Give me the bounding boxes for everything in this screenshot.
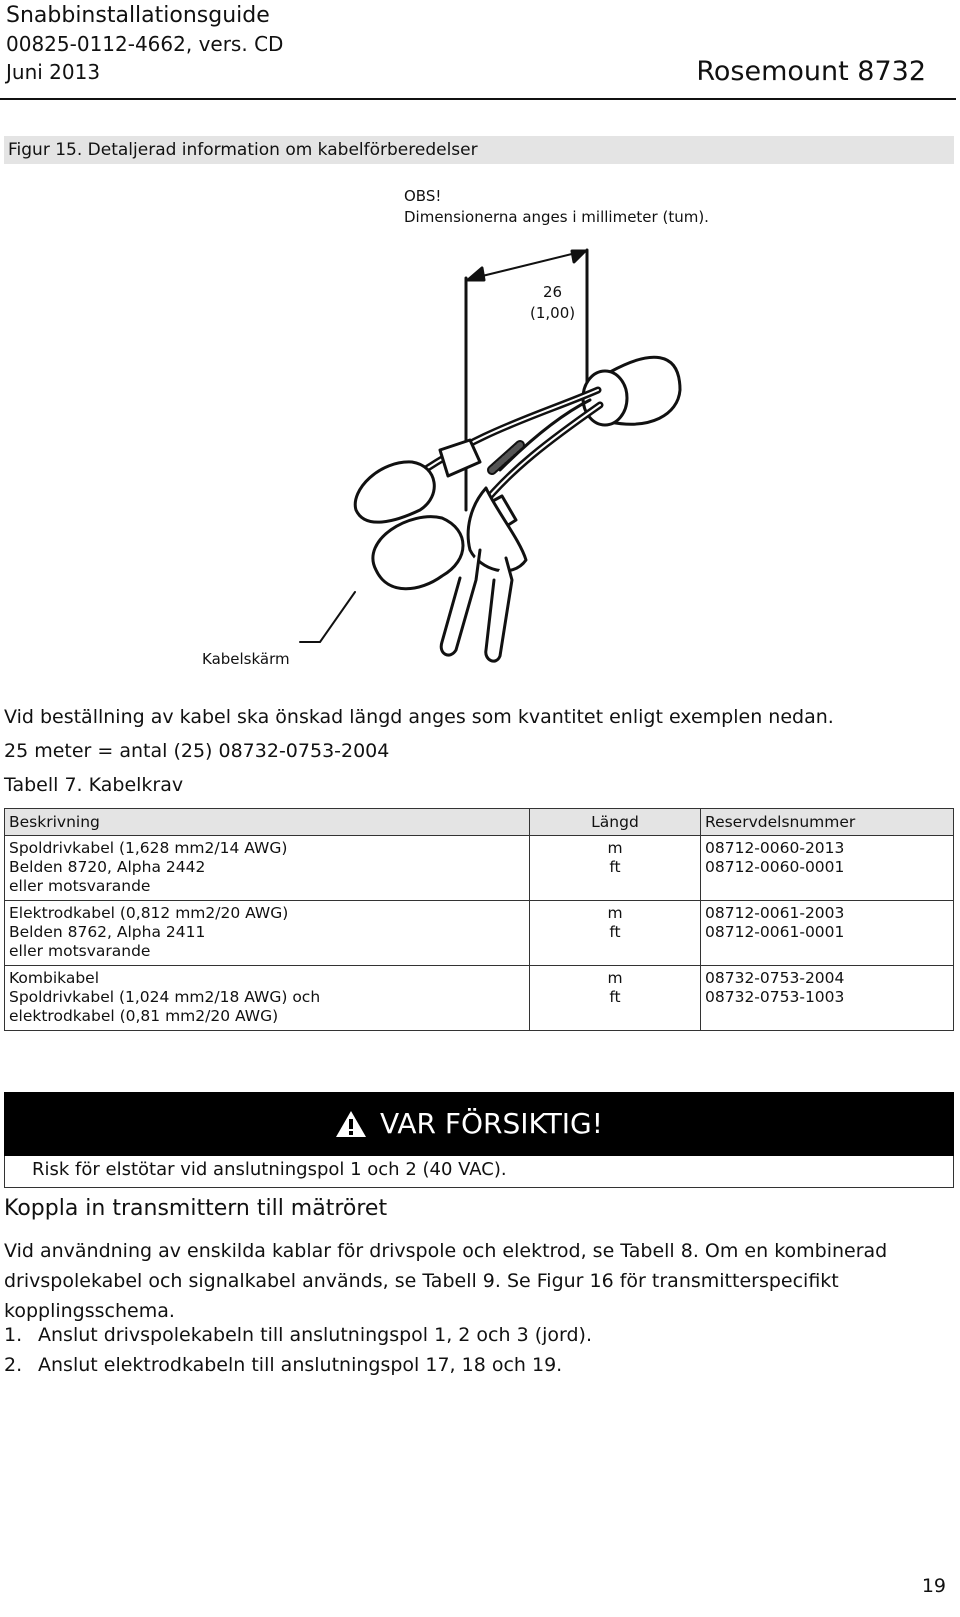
dimension-arrow-line bbox=[474, 252, 580, 278]
arrowhead-left bbox=[468, 268, 484, 280]
cell-length bbox=[530, 836, 701, 901]
header-left bbox=[6, 2, 283, 86]
part-number: 08712-0060-0001 bbox=[705, 858, 845, 876]
warning-title: VAR FÖRSIKTIG! bbox=[380, 1107, 603, 1140]
arrowhead-right bbox=[572, 251, 585, 262]
desc-line: eller motsvarande bbox=[9, 942, 151, 960]
shield-leader bbox=[300, 592, 355, 642]
column-header-description: Beskrivning bbox=[5, 809, 530, 836]
ordering-info bbox=[4, 700, 834, 768]
table-row bbox=[5, 966, 954, 1031]
doc-date: Juni 2013 bbox=[6, 60, 101, 84]
column-header-length: Längd bbox=[530, 809, 701, 836]
part-number: 08712-0061-0001 bbox=[705, 923, 845, 941]
cell-description bbox=[5, 836, 530, 901]
cell-description bbox=[5, 966, 530, 1031]
part-number: 08712-0061-2003 bbox=[705, 904, 845, 922]
shield-label: Kabelskärm bbox=[202, 650, 290, 668]
desc-line: Kombikabel bbox=[9, 969, 100, 987]
page-number: 19 bbox=[921, 1575, 946, 1597]
steps-list bbox=[4, 1320, 592, 1380]
desc-line: elektrodkabel (0,81 mm2/20 AWG) bbox=[9, 1007, 279, 1025]
figure-caption: Figur 15. Detaljerad information om kabelförberedelser bbox=[4, 136, 954, 164]
dimension-label bbox=[530, 282, 575, 324]
table-row bbox=[5, 901, 954, 966]
cell-part-number bbox=[701, 836, 954, 901]
cell-length bbox=[530, 966, 701, 1031]
step-text: Anslut elektrodkabeln till anslutningspol 17, 18 och 19. bbox=[38, 1354, 563, 1376]
lug-2 bbox=[373, 517, 463, 589]
cell-part-number bbox=[701, 966, 954, 1031]
list-item bbox=[4, 1350, 592, 1380]
note-text: Dimensionerna anges i millimeter (tum). bbox=[404, 208, 709, 226]
cable-jacket bbox=[583, 371, 627, 425]
desc-line: Spoldrivkabel (1,024 mm2/18 AWG) och bbox=[9, 988, 321, 1006]
warning-text: Risk för elstötar vid anslutningspol 1 och 2 (40 VAC). bbox=[32, 1159, 507, 1180]
desc-line: Spoldrivkabel (1,628 mm2/14 AWG) bbox=[9, 839, 288, 857]
column-header-part-number: Reservdelsnummer bbox=[701, 809, 954, 836]
length-unit: ft bbox=[609, 988, 621, 1006]
doc-title: Snabbinstallationsguide bbox=[6, 3, 270, 28]
part-number: 08712-0060-2013 bbox=[705, 839, 845, 857]
table-header-row bbox=[5, 809, 954, 836]
part-number: 08732-0753-1003 bbox=[705, 988, 845, 1006]
length-unit: m bbox=[607, 969, 623, 987]
note-title: OBS! bbox=[404, 187, 442, 205]
part-number: 08732-0753-2004 bbox=[705, 969, 845, 987]
length-unit: ft bbox=[609, 923, 621, 941]
product-name: Rosemount 8732 bbox=[696, 56, 926, 87]
dimension-mm: 26 bbox=[543, 283, 563, 301]
warning-triangle-icon bbox=[334, 1109, 368, 1139]
list-item bbox=[4, 1320, 592, 1350]
section-title: Koppla in transmittern till mätröret bbox=[4, 1196, 388, 1221]
ordering-line-2: 25 meter = antal (25) 08732-0753-2004 bbox=[4, 740, 390, 762]
warning-banner bbox=[4, 1092, 954, 1156]
cell-length bbox=[530, 901, 701, 966]
step-number: 1. bbox=[4, 1324, 23, 1346]
length-unit: m bbox=[607, 839, 623, 857]
dimension-in: (1,00) bbox=[530, 304, 576, 322]
step-number: 2. bbox=[4, 1354, 23, 1376]
desc-line: Belden 8720, Alpha 2442 bbox=[9, 858, 206, 876]
lug-1 bbox=[355, 462, 434, 522]
warning-heading bbox=[334, 1102, 603, 1146]
table-title: Tabell 7. Kabelkrav bbox=[4, 774, 184, 796]
ordering-line-1: Vid beställning av kabel ska önskad längd anges som kvantitet enligt exemplen nedan. bbox=[4, 706, 834, 728]
cable-requirements-table bbox=[4, 808, 954, 1031]
length-unit: ft bbox=[609, 858, 621, 876]
desc-line: eller motsvarande bbox=[9, 877, 151, 895]
desc-line: Belden 8762, Alpha 2411 bbox=[9, 923, 206, 941]
table-row bbox=[5, 836, 954, 901]
doc-number: 00825-0112-4662, vers. CD bbox=[6, 32, 284, 56]
cable-illustration bbox=[180, 240, 720, 680]
step-text: Anslut drivspolekabeln till anslutningspol 1, 2 och 3 (jord). bbox=[38, 1324, 593, 1346]
cell-description bbox=[5, 901, 530, 966]
desc-line: Elektrodkabel (0,812 mm2/20 AWG) bbox=[9, 904, 289, 922]
length-unit: m bbox=[607, 904, 623, 922]
cell-part-number bbox=[701, 901, 954, 966]
figure-note bbox=[404, 186, 709, 228]
section-paragraph: Vid användning av enskilda kablar för drivspole och elektrod, se Tabell 8. Om en kombinerad drivspolekabel och signalkabel används, se Tabell 9. Se Figur 16 för transmitterspecifikt kopplingsschema. bbox=[4, 1240, 888, 1322]
header-divider bbox=[0, 98, 956, 100]
